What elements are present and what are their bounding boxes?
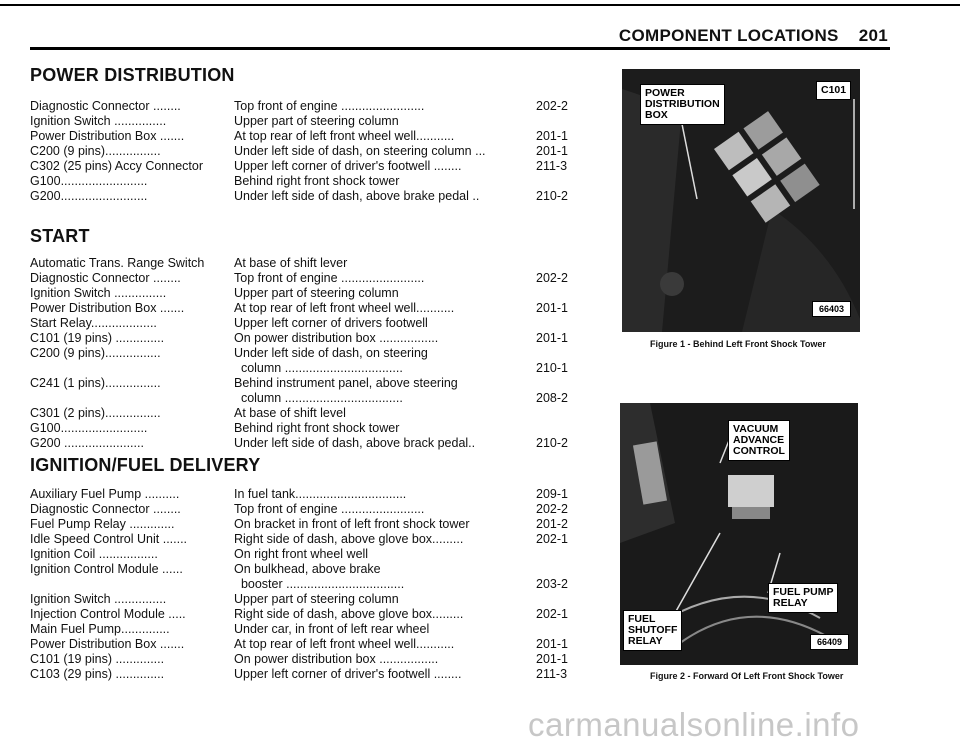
component-location: column ..................................	[234, 361, 403, 375]
component-page-ref: 201-2	[536, 517, 568, 531]
component-location: In fuel tank................................	[234, 487, 407, 501]
section-title-ignition-fuel: IGNITION/FUEL DELIVERY	[30, 455, 261, 475]
component-entry-row	[30, 577, 590, 592]
component-location: On power distribution box .................	[234, 331, 439, 345]
figure-2-number: 66409	[810, 634, 849, 650]
component-name: Diagnostic Connector ........	[30, 99, 181, 113]
component-page-ref: 202-2	[536, 99, 568, 113]
component-entry-row	[30, 144, 590, 159]
component-name: C101 (19 pins) ..............	[30, 331, 165, 345]
component-page-ref	[536, 622, 590, 637]
component-entry-row	[30, 159, 590, 174]
component-location: At top rear of left front wheel well...........	[234, 637, 455, 651]
component-name: C103 (29 pins) ..............	[30, 667, 165, 681]
component-page-ref: 209-1	[536, 487, 568, 501]
figure-1-caption: Figure 1 - Behind Left Front Shock Tower	[650, 339, 826, 349]
component-name: G100.........................	[30, 174, 148, 188]
component-page-ref: 202-2	[536, 502, 568, 516]
component-name: Automatic Trans. Range Switch	[30, 256, 205, 270]
component-name: G200.........................	[30, 189, 148, 203]
component-page-ref	[536, 286, 590, 301]
component-location: Right side of dash, above glove box.........	[234, 532, 464, 546]
component-entry-row	[30, 607, 590, 622]
label-vacuum-advance-control: VACUUM ADVANCE CONTROL	[728, 420, 790, 461]
component-name: Power Distribution Box .......	[30, 301, 185, 315]
component-name: C200 (9 pins)................	[30, 144, 161, 158]
component-entry-row	[30, 346, 590, 361]
header-title: COMPONENT LOCATIONS	[618, 26, 839, 45]
page-number: 201	[858, 26, 888, 45]
component-name: C200 (9 pins)................	[30, 346, 161, 360]
component-location: Right side of dash, above glove box.........	[234, 607, 464, 621]
component-page-ref: 202-1	[536, 607, 568, 621]
section-power-distribution-entries	[30, 99, 590, 204]
component-name	[30, 391, 234, 406]
component-location: At top rear of left front wheel well...........	[234, 301, 455, 315]
component-location: Upper part of steering column	[234, 592, 399, 606]
component-entry-row	[30, 517, 590, 532]
component-name: Injection Control Module .....	[30, 607, 186, 621]
figure-1-number: 66403	[812, 301, 851, 317]
component-location: Under left side of dash, on steering	[234, 346, 428, 360]
component-page-ref: 202-1	[536, 532, 568, 546]
component-entry-row	[30, 114, 590, 129]
component-entry-row	[30, 622, 590, 637]
component-location: Under left side of dash, on steering column ...	[234, 144, 486, 158]
component-entry-row	[30, 562, 590, 577]
component-name: C301 (2 pins)................	[30, 406, 161, 420]
component-entry-row	[30, 391, 590, 406]
component-page-ref: 208-2	[536, 391, 568, 405]
component-entry-row	[30, 331, 590, 346]
component-page-ref: 201-1	[536, 144, 568, 158]
component-name: Idle Speed Control Unit .......	[30, 532, 188, 546]
figure-2-caption: Figure 2 - Forward Of Left Front Shock Tower	[650, 671, 844, 681]
top-rule	[0, 4, 960, 6]
component-location: Under left side of dash, above brack pedal..	[234, 436, 476, 450]
component-page-ref: 201-1	[536, 129, 568, 143]
component-entry-row	[30, 256, 590, 271]
component-entry-row	[30, 286, 590, 301]
component-page-ref: 201-1	[536, 637, 568, 651]
component-page-ref	[536, 114, 590, 129]
section-start-entries	[30, 256, 590, 451]
section-ignition-fuel-entries	[30, 487, 590, 682]
watermark: carmanualsonline.info	[528, 706, 860, 743]
component-entry-row	[30, 316, 590, 331]
component-entry-row	[30, 406, 590, 421]
component-entry-row	[30, 421, 590, 436]
component-name: G200 .......................	[30, 436, 144, 450]
component-location: Top front of engine ........................	[234, 502, 425, 516]
component-page-ref	[536, 376, 590, 391]
component-entry-row	[30, 361, 590, 376]
component-page-ref: 210-2	[536, 189, 568, 203]
component-location: column ..................................	[234, 391, 403, 405]
component-location: On right front wheel well	[234, 547, 369, 561]
component-name: Main Fuel Pump..............	[30, 622, 170, 636]
component-location: Under car, in front of left rear wheel	[234, 622, 430, 636]
component-location: At top rear of left front wheel well...........	[234, 129, 455, 143]
component-location: Behind instrument panel, above steering	[234, 376, 458, 390]
component-name: Diagnostic Connector ........	[30, 271, 181, 285]
component-name: Start Relay...................	[30, 316, 157, 330]
component-name: Ignition Switch ...............	[30, 114, 167, 128]
component-location: Upper part of steering column	[234, 114, 399, 128]
component-entry-row	[30, 174, 590, 189]
component-name: C101 (19 pins) ..............	[30, 652, 165, 666]
component-entry-row	[30, 667, 590, 682]
component-location: On bulkhead, above brake	[234, 562, 381, 576]
component-entry-row	[30, 271, 590, 286]
figure-1-photo	[622, 69, 860, 332]
component-page-ref: 210-1	[536, 361, 568, 375]
component-entry-row	[30, 436, 590, 451]
component-name: Diagnostic Connector ........	[30, 502, 181, 516]
component-page-ref: 201-1	[536, 301, 568, 315]
component-location: Behind right front shock tower	[234, 174, 400, 188]
component-name: C241 (1 pins)................	[30, 376, 161, 390]
component-name: Power Distribution Box .......	[30, 637, 185, 651]
component-entry-row	[30, 301, 590, 316]
component-page-ref: 201-1	[536, 331, 568, 345]
component-location: On bracket in front of left front shock tower	[234, 517, 470, 531]
component-location: Upper part of steering column	[234, 286, 399, 300]
label-power-distribution-box: POWER DISTRIBUTION BOX	[640, 84, 725, 125]
component-page-ref	[536, 406, 590, 421]
label-c101: C101	[816, 81, 851, 100]
component-name: C302 (25 pins) Accy Connector	[30, 159, 204, 173]
component-location: On power distribution box .................	[234, 652, 439, 666]
component-entry-row	[30, 532, 590, 547]
component-page-ref: 210-2	[536, 436, 568, 450]
label-fuel-shutoff-relay: FUEL SHUTOFF RELAY	[623, 610, 682, 651]
component-page-ref	[536, 256, 590, 271]
component-entry-row	[30, 189, 590, 204]
component-page-ref: 201-1	[536, 652, 568, 666]
component-location: Top front of engine ........................	[234, 99, 425, 113]
component-page-ref	[536, 421, 590, 436]
component-entry-row	[30, 502, 590, 517]
component-location: Upper left corner of driver's footwell ........	[234, 667, 462, 681]
component-entry-row	[30, 637, 590, 652]
component-name: Ignition Switch ...............	[30, 592, 167, 606]
component-entry-row	[30, 376, 590, 391]
component-location: At base of shift lever	[234, 256, 348, 270]
component-location: Upper left corner of drivers footwell	[234, 316, 428, 330]
component-location: Upper left corner of driver's footwell ........	[234, 159, 462, 173]
component-name: Ignition Switch ...............	[30, 286, 167, 300]
component-entry-row	[30, 487, 590, 502]
component-name	[30, 577, 234, 592]
component-entry-row	[30, 129, 590, 144]
section-title-power-distribution: POWER DISTRIBUTION	[30, 65, 235, 85]
component-page-ref	[536, 547, 590, 562]
component-location: Under left side of dash, above brake pedal ..	[234, 189, 480, 203]
component-name: G100.........................	[30, 421, 148, 435]
label-fuel-pump-relay: FUEL PUMP RELAY	[768, 583, 838, 613]
component-page-ref	[536, 592, 590, 607]
component-entry-row	[30, 592, 590, 607]
component-location: At base of shift level	[234, 406, 346, 420]
component-name: Fuel Pump Relay .............	[30, 517, 175, 531]
component-page-ref: 202-2	[536, 271, 568, 285]
component-page-ref: 211-3	[536, 667, 568, 681]
component-name: Ignition Coil .................	[30, 547, 158, 561]
component-name	[30, 361, 234, 376]
section-title-start: START	[30, 226, 90, 246]
page-header	[619, 26, 888, 46]
figure-2-photo	[620, 403, 858, 665]
component-page-ref	[536, 174, 590, 189]
header-rule	[30, 47, 890, 50]
component-page-ref	[536, 562, 590, 577]
component-name: Ignition Control Module ......	[30, 562, 183, 576]
component-entry-row	[30, 547, 590, 562]
component-entry-row	[30, 99, 590, 114]
component-location: booster ..................................	[234, 577, 405, 591]
component-page-ref: 211-3	[536, 159, 568, 173]
component-location: Top front of engine ........................	[234, 271, 425, 285]
component-name: Power Distribution Box .......	[30, 129, 185, 143]
component-name: Auxiliary Fuel Pump ..........	[30, 487, 180, 501]
component-location: Behind right front shock tower	[234, 421, 400, 435]
component-page-ref: 203-2	[536, 577, 568, 591]
component-page-ref	[536, 346, 590, 361]
component-page-ref	[536, 316, 590, 331]
component-entry-row	[30, 652, 590, 667]
